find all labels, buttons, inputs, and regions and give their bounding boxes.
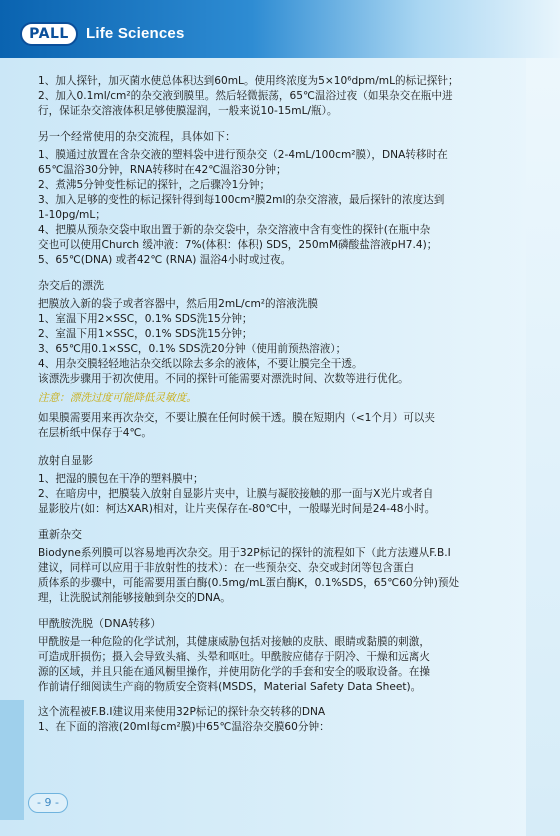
left-decorative-bar xyxy=(0,700,24,820)
paragraph-line: Biodyne系列膜可以容易地再次杂交。用于32P标记的探针的流程如下（此方法遵从F.B.I xyxy=(38,547,451,559)
paragraph-line: 4、把膜从预杂交袋中取出置于新的杂交袋中，杂交溶液中含有变性的探针(在瓶中杂 xyxy=(38,224,431,236)
paragraph-line: 显影胶片(如：柯达XAR)相对，让片夹保存在-80℃中，一般曝光时间是24-48小时。 xyxy=(38,503,436,515)
paragraph-line: 该漂洗步骤用于初次使用。不同的探针可能需要对漂洗时间、次数等进行优化。 xyxy=(38,373,409,385)
brand-name: Life Sciences xyxy=(86,25,185,42)
paragraph-line: 建议，同样可以应用于非放射性的技术）：在一些预杂交、杂交或封闭等包含蛋白 xyxy=(38,562,415,574)
paragraph-line: 1、加人探针，加灭菌水使总体积达到60mL。使用终浓度为5×10⁶dpm/mL的标记探针； xyxy=(38,75,459,87)
paragraph-line: 1、把湿的膜包在干净的塑料膜中； xyxy=(38,473,204,485)
paragraph-line: 源的区域，并且只能在通风橱里操作，并使用防化学的手套和安全的吸取设备。在操 xyxy=(38,666,430,678)
section-heading: 杂交后的漂洗 xyxy=(38,279,104,292)
document-body xyxy=(38,74,524,735)
paragraph-line: 如果膜需要用来再次杂交，不要让膜在任何时候干透。膜在短期内（<1个月）可以夹 xyxy=(38,412,435,424)
pall-logo: PALL xyxy=(20,22,78,46)
paragraph-line: 作前请仔细阅读生产商的物质安全资料(MSDS，Material Safety Data Sheet)。 xyxy=(38,681,422,693)
paragraph-line: 交也可以使用Church 缓冲液：7%(体积：体积) SDS，250mM磷酸盐溶液pH7.4)； xyxy=(38,239,438,251)
paragraph-line: 质体系的步骤中，可能需要用蛋白酶(0.5mg/mL蛋白酶K，0.1%SDS，65℃60分钟)预处 xyxy=(38,577,460,589)
section-heading: 放射自显影 xyxy=(38,454,93,467)
paragraph-line: 3、65℃用0.1×SSC，0.1% SDS洗20分钟（使用前预热溶液）； xyxy=(38,343,347,355)
paragraph-line: 1、膜通过放置在含杂交液的塑料袋中进行预杂交（2-4mL/100cm²膜），DNA转移时在 xyxy=(38,149,448,161)
page-header xyxy=(0,0,560,58)
section-heading: 另一个经常使用的杂交流程，具体如下： xyxy=(38,130,236,143)
paragraph-line: 1、室温下用2×SSC，0.1% SDS洗15分钟； xyxy=(38,313,253,325)
paragraph-line: 1-10pg/mL； xyxy=(38,209,106,221)
paragraph-line: 把膜放入新的袋子或者容器中，然后用2mL/cm²的溶液洗膜 xyxy=(38,298,318,310)
page-number: - 9 - xyxy=(28,793,68,813)
paragraph-line: 2、煮沸5分钟变性标记的探针，之后骤冷1分钟； xyxy=(38,179,271,191)
warning-note: 注意：漂洗过度可能降低灵敏度。 xyxy=(38,392,197,404)
paragraph-line: 2、在暗房中，把膜装入放射自显影片夹中，让膜与凝胶接触的那一面与X光片或者自 xyxy=(38,488,434,500)
section-heading: 甲酰胺洗脱（DNA转移） xyxy=(38,617,162,630)
right-decorative-strip xyxy=(526,0,560,836)
paragraph-line: 2、室温下用1×SSC，0.1% SDS洗15分钟； xyxy=(38,328,253,340)
paragraph-line: 理，让洗脱试剂能够接触到杂交的DNA。 xyxy=(38,592,231,604)
paragraph-line: 65℃温浴30分钟，RNA转移时在42℃温浴30分钟； xyxy=(38,164,287,176)
paragraph-line: 甲酰胺是一种危险的化学试剂，其健康威胁包括对接触的皮肤、眼睛或黏膜的刺激， xyxy=(38,636,430,648)
paragraph-line: 2、加入0.1ml/cm²的杂交液到膜里。然后轻微振荡，65℃温浴过夜（如果杂交在瓶中进 xyxy=(38,90,453,102)
section-heading: 重新杂交 xyxy=(38,528,82,541)
paragraph-line: 3、加入足够的变性的标记探针得到每100cm²膜2ml的杂交溶液，最后探针的浓度达到 xyxy=(38,194,445,206)
paragraph-line: 1、在下面的溶液(20ml每cm²膜)中65℃温浴杂交膜60分钟： xyxy=(38,721,330,733)
paragraph-line: 可造成肝损伤；摄入会导致头痛、头晕和呕吐。甲酰胺应储存于阴冷、干燥和远离火 xyxy=(38,651,430,663)
paragraph-line: 在层析纸中保存于4℃。 xyxy=(38,427,152,439)
paragraph-line: 4、用杂交膜轻轻地沾杂交纸以除去多余的液体，不要让膜完全干透。 xyxy=(38,358,363,370)
paragraph-line: 5、65℃(DNA) 或者42℃ (RNA) 温浴4小时或过夜。 xyxy=(38,254,292,266)
paragraph-line: 行，保证杂交溶液体积足够使膜湿润，一般来说10-15mL/瓶）。 xyxy=(38,105,338,117)
paragraph-line: 这个流程被F.B.I建议用来使用32P标记的探针杂交转移的DNA xyxy=(38,706,326,718)
